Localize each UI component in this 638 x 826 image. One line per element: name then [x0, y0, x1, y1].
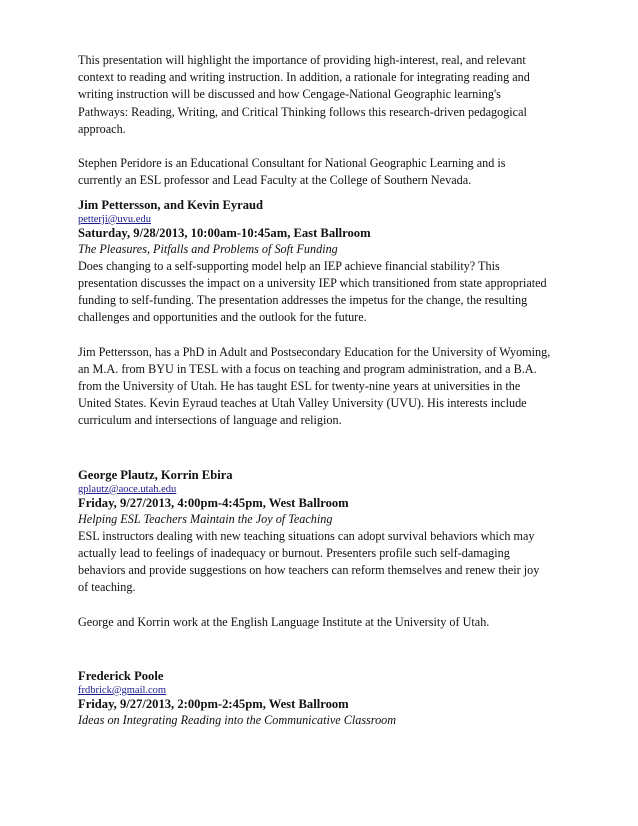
text-line: curriculum and intersections of language and religion.	[78, 413, 342, 428]
text-line: context to reading and writing instruction. In addition, a rationale for integrating reading and	[78, 70, 530, 85]
session-bio	[78, 344, 578, 430]
presenter-names: Frederick Poole	[78, 668, 164, 683]
session-entry	[78, 468, 578, 631]
session-time: Friday, 9/27/2013, 4:00pm-4:45pm, West Ballroom	[78, 495, 349, 510]
session-time: Saturday, 9/28/2013, 10:00am-10:45am, East Ballroom	[78, 225, 371, 240]
text-line: Pathways: Reading, Writing, and Critical Thinking follows this research-driven pedagogical	[78, 104, 527, 119]
text-line: approach.	[78, 121, 126, 136]
text-line: funding to self-funding. The presentation addresses the impetus for the change, the resulting	[78, 293, 528, 308]
email-link[interactable]: petterji@uvu.edu	[78, 213, 151, 225]
text-line: from the University of Utah. He has taught ESL for twenty-nine years at universities in the	[78, 379, 521, 394]
session-title: The Pleasures, Pitfalls and Problems of Soft Funding	[78, 241, 338, 256]
presenter-bio-paragraph	[78, 155, 578, 189]
email-link[interactable]: frdbrick@gmail.com	[78, 684, 167, 696]
session-entry	[78, 669, 578, 729]
document-page	[78, 52, 578, 729]
text-line: of teaching.	[78, 580, 136, 595]
text-line: ESL instructors dealing with new teaching situations can adopt survival behaviors which may	[78, 528, 535, 543]
text-line: George and Korrin work at the English Language Institute at the University of Utah.	[78, 614, 490, 629]
session-abstract	[78, 528, 578, 597]
text-line: challenges and opportunities and the outlook for the future.	[78, 310, 367, 325]
text-line: actually lead to feelings of inadequacy or burnout. Presenters profile such self-damaging	[78, 545, 510, 560]
presenter-names: Jim Pettersson, and Kevin Eyraud	[78, 197, 264, 212]
text-line: United States. Kevin Eyraud teaches at Utah Valley University (UVU). His interests include	[78, 396, 527, 411]
intro-paragraph	[78, 52, 578, 138]
session-entry	[78, 198, 578, 430]
session-bio	[78, 614, 578, 631]
session-time: Friday, 9/27/2013, 2:00pm-2:45pm, West Ballroom	[78, 696, 349, 711]
text-line: currently an ESL professor and Lead Faculty at the College of Southern Nevada.	[78, 173, 472, 188]
session-abstract	[78, 258, 578, 327]
text-line: behaviors and provide suggestions on how teachers can reform themselves and renew their joy	[78, 563, 540, 578]
text-line: an M.A. from BYU in TESL with a focus on teaching and program administration, and a B.A.	[78, 361, 537, 376]
session-title: Ideas on Integrating Reading into the Communicative Classroom	[78, 712, 397, 727]
text-line: Stephen Peridore is an Educational Consultant for National Geographic Learning and is	[78, 156, 506, 171]
session-title: Helping ESL Teachers Maintain the Joy of Teaching	[78, 511, 333, 526]
email-link[interactable]: gplautz@aoce.utah.edu	[78, 483, 177, 495]
text-line: Does changing to a self-supporting model help an IEP achieve financial stability? This	[78, 258, 500, 273]
text-line: Jim Pettersson, has a PhD in Adult and Postsecondary Education for the University of Wyoming,	[78, 344, 551, 359]
text-line: writing instruction will be discussed and how Cengage-National Geographic learning's	[78, 87, 501, 102]
presenter-names: George Plautz, Korrin Ebira	[78, 467, 233, 482]
text-line: presentation discusses the impact on a university IEP which transitioned from state appropriated	[78, 275, 547, 290]
text-line: This presentation will highlight the importance of providing high-interest, real, and relevant	[78, 53, 526, 67]
